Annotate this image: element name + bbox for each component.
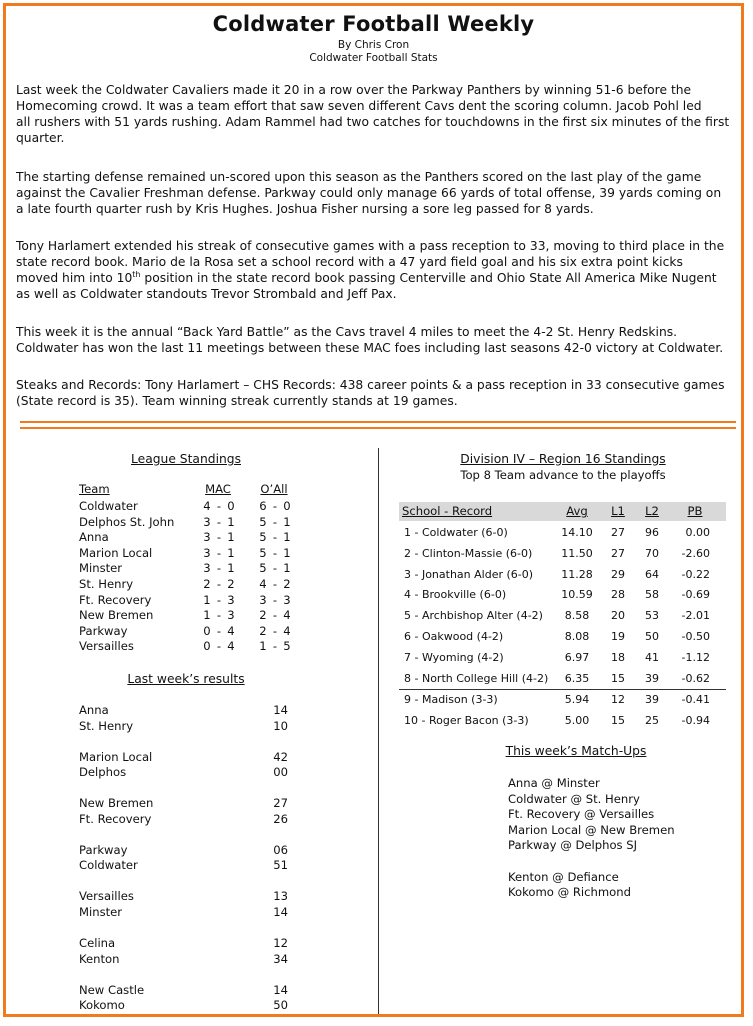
dash: - — [216, 561, 222, 576]
avg-value: 10.59 — [561, 588, 593, 602]
team-name: Ft. Recovery — [79, 811, 152, 826]
school-record: 10 - Roger Bacon (3-3) — [404, 714, 529, 728]
section-divider — [20, 421, 736, 423]
col-header-avg: Avg — [566, 504, 588, 518]
overall-losses: 4 — [283, 623, 291, 638]
text-line: Homecoming crowd. It was a team effort that saw seven different Cavs dent the scoring column. Jacob Pohl led — [16, 99, 702, 113]
team-name: Versailles — [79, 639, 134, 654]
team-name: St. Henry — [79, 718, 134, 733]
l2-value: 41 — [645, 650, 659, 664]
overall-losses: 1 — [283, 514, 291, 529]
school-record: 4 - Brookville (6-0) — [404, 588, 507, 602]
text-line: Last week the Coldwater Cavaliers made it 20 in a row over the Parkway Panthers by winning 51-6 before the — [16, 83, 692, 97]
team-name: Delphos St. John — [79, 514, 175, 529]
overall-losses: 0 — [283, 499, 291, 513]
text-line: This week it is the annual “Back Yard Battle” as the Cavs travel 4 miles to meet the 4-2 St. Henry Redskins. — [16, 325, 678, 339]
matchup-item: Parkway @ Delphos SJ — [508, 838, 638, 853]
l2-value: 96 — [645, 526, 659, 539]
overall-wins: 5 — [259, 514, 267, 529]
team-name: New Castle — [79, 982, 145, 997]
dash: - — [272, 561, 278, 576]
byline: By Chris Cron — [337, 39, 410, 51]
pb-value: -1.12 — [681, 650, 710, 664]
overall-losses: 2 — [283, 577, 291, 591]
mac-wins: 1 — [203, 592, 211, 607]
pb-value: -0.41 — [681, 693, 710, 707]
team-name: Kokomo — [79, 998, 125, 1013]
l1-value: 18 — [611, 650, 625, 664]
overall-wins: 5 — [259, 545, 267, 560]
pb-value: -0.50 — [681, 630, 710, 643]
avg-value: 6.35 — [564, 671, 590, 685]
score: 06 — [273, 842, 288, 857]
score: 34 — [273, 951, 288, 966]
score: 26 — [273, 811, 288, 826]
matchup-item: Ft. Recovery @ Versailles — [508, 807, 655, 822]
overall-losses: 1 — [283, 545, 291, 560]
overall-losses: 1 — [283, 530, 291, 545]
school-record: 2 - Clinton-Massie (6-0) — [404, 546, 533, 560]
l1-value: 28 — [611, 588, 625, 602]
mac-losses: 1 — [227, 514, 235, 529]
team-name: Coldwater — [79, 858, 138, 873]
score: 27 — [273, 796, 288, 811]
mac-losses: 1 — [227, 561, 235, 576]
overall-wins: 5 — [259, 561, 267, 576]
dash: - — [216, 639, 222, 654]
dash: - — [216, 514, 222, 529]
text-line: Tony Harlamert extended his streak of consecutive games with a pass reception to 33, moving to third place in the — [16, 239, 725, 253]
l2-value: 25 — [645, 714, 659, 728]
dash: - — [272, 639, 278, 654]
dash: - — [216, 530, 222, 545]
pb-value: 0.00 — [685, 526, 710, 539]
matchup-item: Kokomo @ Richmond — [508, 885, 631, 900]
overall-wins: 2 — [259, 608, 267, 623]
score: 50 — [273, 998, 288, 1013]
l1-value: 19 — [611, 630, 625, 643]
dash: - — [216, 499, 222, 513]
overall-wins: 6 — [259, 499, 267, 513]
school-record: 5 - Archbishop Alter (4-2) — [404, 609, 543, 623]
l2-value: 70 — [645, 546, 659, 560]
pb-value: -0.94 — [681, 714, 710, 728]
division-subtitle: Top 8 Team advance to the playoffs — [460, 468, 666, 482]
mac-wins: 0 — [203, 623, 211, 638]
matchups-title: This week’s Match-Ups — [505, 744, 647, 758]
matchup-item: Anna @ Minster — [508, 776, 600, 790]
overall-wins: 4 — [259, 577, 267, 591]
team-name: New Bremen — [79, 796, 154, 811]
score: 42 — [273, 749, 288, 764]
avg-value: 8.58 — [564, 609, 590, 623]
overall-losses: 1 — [283, 561, 291, 576]
division-standings-title: Division IV – Region 16 Standings — [460, 452, 666, 466]
school-record: 6 - Oakwood (4-2) — [404, 630, 504, 643]
mac-losses: 1 — [227, 545, 235, 560]
pb-value: -2.01 — [681, 609, 710, 623]
league-standings-title: League Standings — [131, 452, 241, 466]
newsletter-title: Coldwater Football Weekly — [212, 12, 535, 36]
team-name: Versailles — [79, 889, 134, 904]
team-name: St. Henry — [79, 577, 134, 591]
team-name: Celina — [79, 936, 116, 950]
score: 14 — [273, 905, 288, 919]
mac-wins: 3 — [203, 514, 211, 529]
mac-wins: 2 — [203, 577, 211, 591]
avg-value: 11.50 — [561, 546, 593, 560]
l2-value: 39 — [645, 693, 659, 707]
dash: - — [272, 592, 278, 607]
school-record: 8 - North College Hill (4-2) — [404, 671, 549, 685]
text-fragment: moved him into 10 — [16, 271, 133, 285]
l1-value: 15 — [611, 714, 625, 728]
text-line: state record book. Mario de la Rosa set a school record with a 47 yard field goal and his six extra point kicks — [16, 255, 683, 269]
team-name: Ft. Recovery — [79, 592, 152, 607]
dash: - — [216, 545, 222, 560]
text-line: quarter. — [16, 131, 65, 145]
mac-wins: 3 — [203, 545, 211, 560]
school-record: 7 - Wyoming (4-2) — [404, 650, 504, 664]
mac-losses: 2 — [227, 577, 235, 591]
school-record: 1 - Coldwater (6-0) — [404, 526, 508, 539]
avg-value: 14.10 — [561, 526, 593, 539]
text-line: against the Cavalier Freshman defense. Parkway could only manage 66 yards of total offense, 39 yards coming on — [16, 186, 722, 200]
avg-value: 8.08 — [564, 630, 590, 643]
col-header-pb: PB — [687, 504, 703, 518]
text-line: a late fourth quarter rush by Kris Hughes. Joshua Fisher nursing a sore leg passed for 8 yards. — [16, 202, 594, 216]
team-name: Delphos — [79, 765, 127, 780]
team-name: Anna — [79, 530, 109, 545]
col-header-mac: MAC — [205, 482, 231, 496]
l1-value: 29 — [611, 567, 625, 581]
text-line: all rushers with 51 yards rushing. Adam Rammel had two catches for touchdowns in the first six minutes of the first — [16, 115, 730, 129]
text-line: Steaks and Records: Tony Harlamert – CHS Records: 438 career points & a pass reception in 33 consecutive games — [16, 378, 725, 392]
l2-value: 50 — [645, 630, 659, 643]
score: 14 — [273, 703, 288, 717]
score: 14 — [273, 982, 288, 997]
l1-value: 12 — [611, 693, 625, 707]
overall-losses: 3 — [283, 592, 291, 607]
overall-wins: 3 — [259, 592, 267, 607]
team-name: Kenton — [79, 951, 120, 966]
dash: - — [272, 608, 278, 623]
mac-losses: 0 — [227, 499, 235, 513]
column-divider — [378, 448, 379, 1014]
text-line — [16, 270, 738, 286]
col-header-l2: L2 — [645, 504, 659, 518]
text-line: (State record is 35). Team winning streak currently stands at 19 games. — [16, 394, 458, 408]
l2-value: 64 — [645, 567, 659, 581]
overall-losses: 5 — [283, 639, 291, 654]
team-name: Minster — [79, 905, 123, 919]
team-name: Coldwater — [79, 499, 138, 513]
pb-value: -0.62 — [681, 671, 710, 685]
col-header-l1: L1 — [611, 504, 625, 518]
school-record: 9 - Madison (3-3) — [404, 693, 498, 707]
team-name: Anna — [79, 703, 109, 717]
col-header-school: School - Record — [402, 504, 493, 518]
dash: - — [216, 592, 222, 607]
avg-value: 6.97 — [564, 650, 590, 664]
col-header-overall: O’All — [260, 482, 288, 496]
avg-value: 5.00 — [564, 714, 590, 728]
newsletter-page — [3, 3, 744, 1017]
text-line: The starting defense remained un-scored upon this season as the Panthers scored on the last play of the game — [16, 170, 702, 184]
mac-wins: 1 — [203, 608, 211, 623]
mac-losses: 4 — [227, 623, 235, 638]
mac-losses: 3 — [227, 592, 235, 607]
overall-losses: 4 — [283, 608, 291, 623]
score: 51 — [273, 858, 288, 873]
score: 10 — [273, 718, 288, 733]
score: 00 — [273, 765, 288, 780]
dash: - — [272, 577, 278, 591]
mac-losses: 1 — [227, 530, 235, 545]
matchup-item: Kenton @ Defiance — [508, 869, 619, 884]
mac-wins: 0 — [203, 639, 211, 654]
team-name: Marion Local — [79, 749, 153, 764]
team-name: Parkway — [79, 623, 128, 638]
pb-value: -2.60 — [681, 546, 710, 560]
dash: - — [216, 608, 222, 623]
overall-wins: 1 — [259, 639, 267, 654]
text-line: Coldwater has won the last 11 meetings between these MAC foes including last seasons 42-0 victory at Coldwater. — [16, 341, 724, 355]
l1-value: 15 — [611, 671, 625, 685]
dash: - — [216, 577, 222, 591]
avg-value: 5.94 — [564, 693, 590, 707]
dash: - — [272, 499, 278, 513]
pb-value: -0.69 — [681, 588, 710, 602]
l2-value: 58 — [645, 588, 659, 602]
pb-value: -0.22 — [681, 567, 710, 581]
col-header-team: Team — [79, 482, 110, 496]
l1-value: 20 — [611, 609, 625, 623]
dash: - — [272, 623, 278, 638]
dash: - — [272, 545, 278, 560]
l2-value: 53 — [645, 609, 659, 623]
section-divider — [20, 427, 736, 429]
results-title: Last week’s results — [127, 672, 245, 686]
text-fragment: position in the state record book passing Centerville and Ohio State All America Mike Nugent — [140, 271, 717, 285]
l2-value: 39 — [645, 671, 659, 685]
l1-value: 27 — [611, 546, 625, 560]
dash: - — [216, 623, 222, 638]
mac-losses: 4 — [227, 639, 235, 654]
source-line: Coldwater Football Stats — [309, 52, 438, 64]
l1-value: 27 — [611, 526, 625, 539]
matchup-item: Coldwater @ St. Henry — [508, 791, 640, 806]
playoff-cutoff-line — [399, 689, 726, 690]
dash: - — [272, 514, 278, 529]
team-name: New Bremen — [79, 608, 154, 623]
mac-wins: 3 — [203, 561, 211, 576]
avg-value: 11.28 — [561, 567, 593, 581]
overall-wins: 2 — [259, 623, 267, 638]
mac-wins: 3 — [203, 530, 211, 545]
score: 13 — [273, 889, 288, 904]
overall-wins: 5 — [259, 530, 267, 545]
mac-losses: 3 — [227, 608, 235, 623]
matchup-item: Marion Local @ New Bremen — [508, 822, 675, 837]
dash: - — [272, 530, 278, 545]
score: 12 — [273, 936, 288, 950]
superscript: th — [132, 269, 141, 279]
team-name: Parkway — [79, 842, 128, 857]
text-line: as well as Coldwater standouts Trevor Strombald and Jeff Pax. — [16, 287, 397, 301]
team-name: Marion Local — [79, 545, 153, 560]
mac-wins: 4 — [203, 499, 211, 513]
school-record: 3 - Jonathan Alder (6-0) — [404, 567, 534, 581]
team-name: Minster — [79, 561, 123, 576]
